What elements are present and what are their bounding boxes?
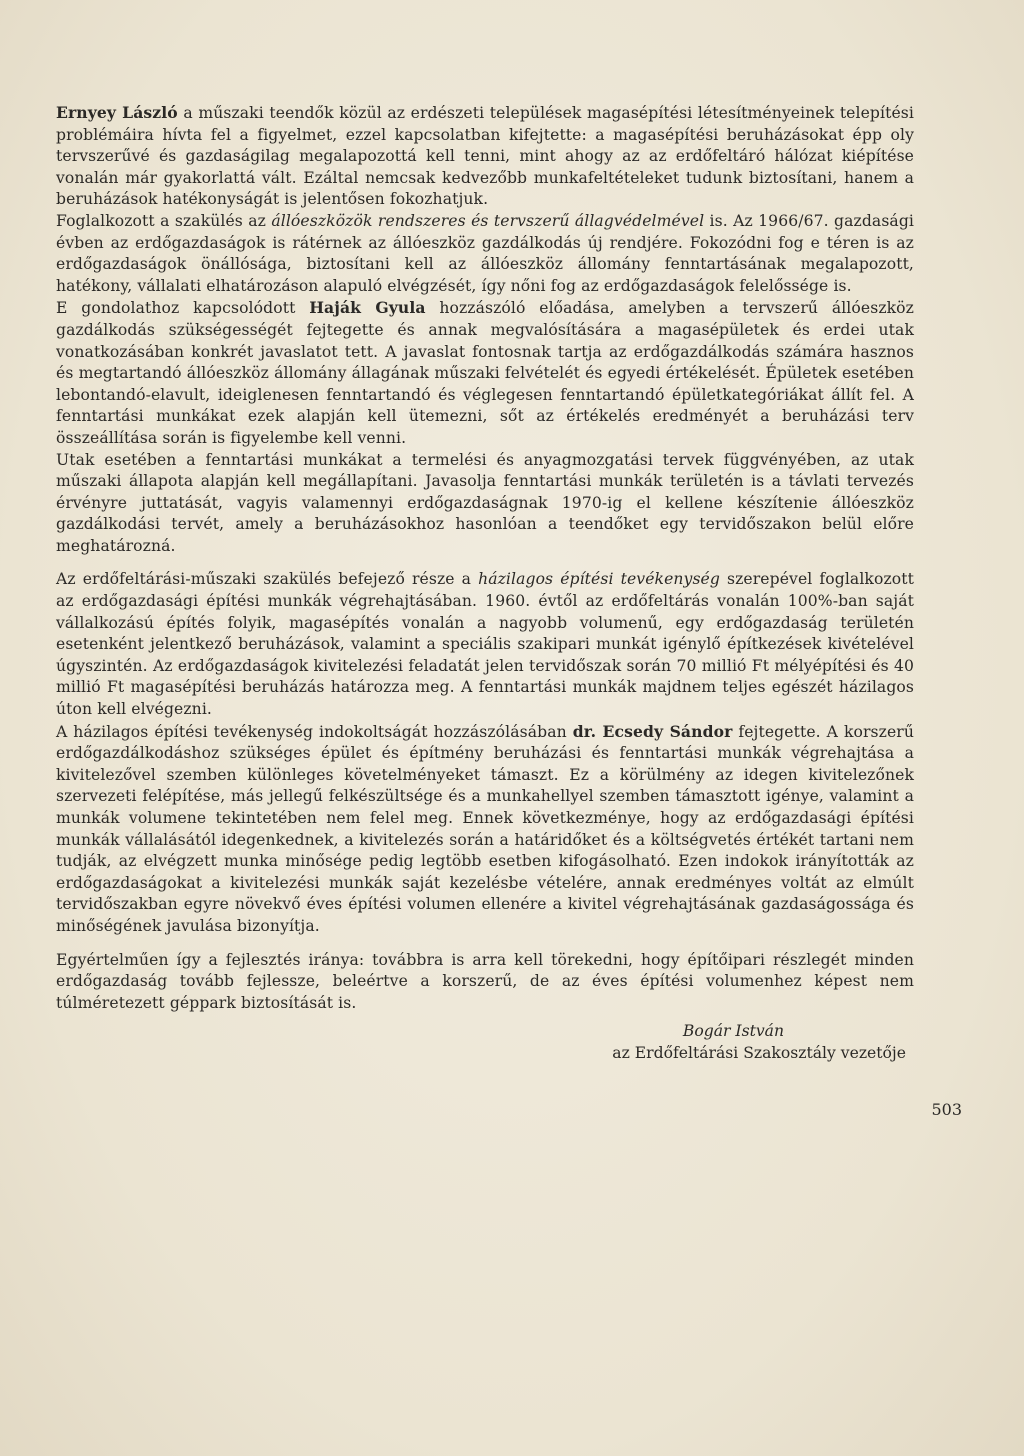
text-run: Egyértelműen így a fejlesztés iránya: továbbra is arra kell törekedni, hogy építőipari részlegét minden erdőgazdaság tovább fejlessze, beleértve a korszerű, de az éves építési volumenhez képest nem túlméretezett géppark biztosítását is.: [56, 950, 914, 1012]
text-run: fejtegette. A korszerű erdőgazdálkodáshoz szükséges épület és építmény beruházási és fenntartási munkák végrehajtása a kivitelezővel szemben különleges követelményeket támaszt. Ez a körülmény az idegen kivitelezőnek szervezeti felépítése, más jellegű felkészültsége és a munkahellyel szemben támasztott igénye, valamint a munkák volumene tekintetében nem felel meg. Ennek következménye, hogy az erdőgazdasági építési munkák vállalásától idegenkednek, a kivitelezés során a határidőket és a költségvetés értékét tartani nem tudják, az elvégzett munka minősége pedig legtöbb esetben kifogásolható. Ezen indokok irányították az erdőgazdaságokat a kivitelezési munkák saját kezelésbe vételére, annak eredményes voltát az elmúlt tervidőszakban egyre növekvő éves építési volumen ellenére a kivitel végrehajtásának gazdaságossága és minőségének javulása bizonyítja.: [56, 722, 914, 935]
italic-phrase: állóeszközök rendszeres és tervszerű állagvédelmével: [271, 211, 705, 230]
paragraph-6: [56, 721, 914, 938]
article-body: [56, 102, 962, 1119]
bold-name: Ernyey László: [56, 103, 178, 122]
signature-role: az Erdőfeltárási Szakosztály vezetője: [612, 1044, 906, 1063]
page-number: 503: [931, 1100, 962, 1119]
text-run: hozzászóló előadása, amelyben a tervszerű állóeszköz gazdálkodás szükségességét fejtegette és annak megvalósítására a magasépületek és erdei utak vonatkozásában konkrét javaslatot tett. A javaslat fontosnak tartja az erdőgazdálkodás számára hasznos és megtartandó állóeszköz állomány állagának műszaki felvételét és egyedi értékelését. Épületek esetében lebontandó-elavult, ideiglenesen fenntartandó és véglegesen fenntartandó épületkategóriákat állít fel. A fenntartási munkákat ezek alapján kell ütemezni, sőt az értékelés eredményét a beruházási terv összeállítása során is figyelembe kell venni.: [56, 299, 914, 447]
paragraph-1: [56, 102, 914, 211]
italic-phrase: házilagos építési tevékenység: [478, 570, 720, 589]
paragraph-7: [56, 950, 914, 1015]
paragraph-2: [56, 211, 914, 297]
bold-name: dr. Ecsedy Sándor: [572, 721, 733, 741]
text-run: Az erdőfeltárási-műszaki szakülés befejező része a: [56, 570, 479, 589]
bold-name: Haják Gyula: [309, 298, 426, 318]
text-run: A házilagos építési tevékenység indokoltságát hozzászólásában: [56, 722, 573, 741]
text-run: E gondolathoz kapcsolódott: [56, 299, 310, 318]
text-run: is. Az 1966/67. gazdasági évben az erdőgazdaságok is rátérnek az állóeszköz gazdálkodás új rendjére. Fokozódni fog e téren is az erdőgazdaságok önállósága, biztosítani kell az állóeszköz állomány fenntartásának megalapozott, hatékony, vállalati elhatározáson alapuló elvégzését, így nőni fog az erdőgazdaságok felelőssége is.: [56, 211, 914, 295]
signature-block: [56, 1020, 914, 1064]
paragraph-5: [56, 569, 914, 720]
text-run: a műszaki teendők közül az erdészeti települések magasépítési létesítményeinek telepítési problémáira hívta fel a figyelmet, ezzel kapcsolatban kifejtette: a magasépítési beruházásokat épp oly tervszerűvé és gazdaságilag megalapozottá kell tenni, mint ahogy az az erdőfeltáró hálózat kiépítése vonalán már gyakorlattá vált. Ezáltal nemcsak kedvezőbb munkafeltételeket tudunk biztosítani, hanem a beruházások hatékonyságát is jelentősen fokozhatjuk.: [56, 104, 914, 209]
text-run: Foglalkozott a szakülés az: [56, 211, 272, 230]
paragraph-3: [56, 297, 914, 449]
text-run: szerepével foglalkozott az erdőgazdasági építési munkák végrehajtásában. 1960. évtől az erdőfeltárás vonalán 100%-ban saját vállalkozású építés folyik, magasépítés vonalán a nagyobb volumenű, egy erdőgazdaság területén esetenként jelentkező beruházások, valamint a speciális szakipari munkát igénylő építkezések kivételével úgyszintén. Az erdőgazdaságok kivitelezési feladatát jelen tervidőszak során 70 millió Ft mélyépítési és 40 millió Ft magasépítési beruházás határozza meg. A fenntartási munkák majdnem teljes egészét házilagos úton kell elvégezni.: [56, 570, 914, 719]
paragraph-4: [56, 450, 914, 558]
signature-name: Bogár István: [682, 1022, 784, 1041]
text-run: Utak esetében a fenntartási munkákat a termelési és anyagmozgatási tervek függvényében, az utak műszaki állapota alapján kell megállapítani. Javasolja fenntartási munkák területén is a távlati tervezés érvényre juttatását, vagyis valamennyi erdőgazdaságnak 1970-ig el kellene készítenie állóeszköz gazdálkodási tervét, amely a beruházásokhoz hasonlóan a teendőket egy tervidőszakon belül előre meghatározná.: [56, 450, 914, 555]
